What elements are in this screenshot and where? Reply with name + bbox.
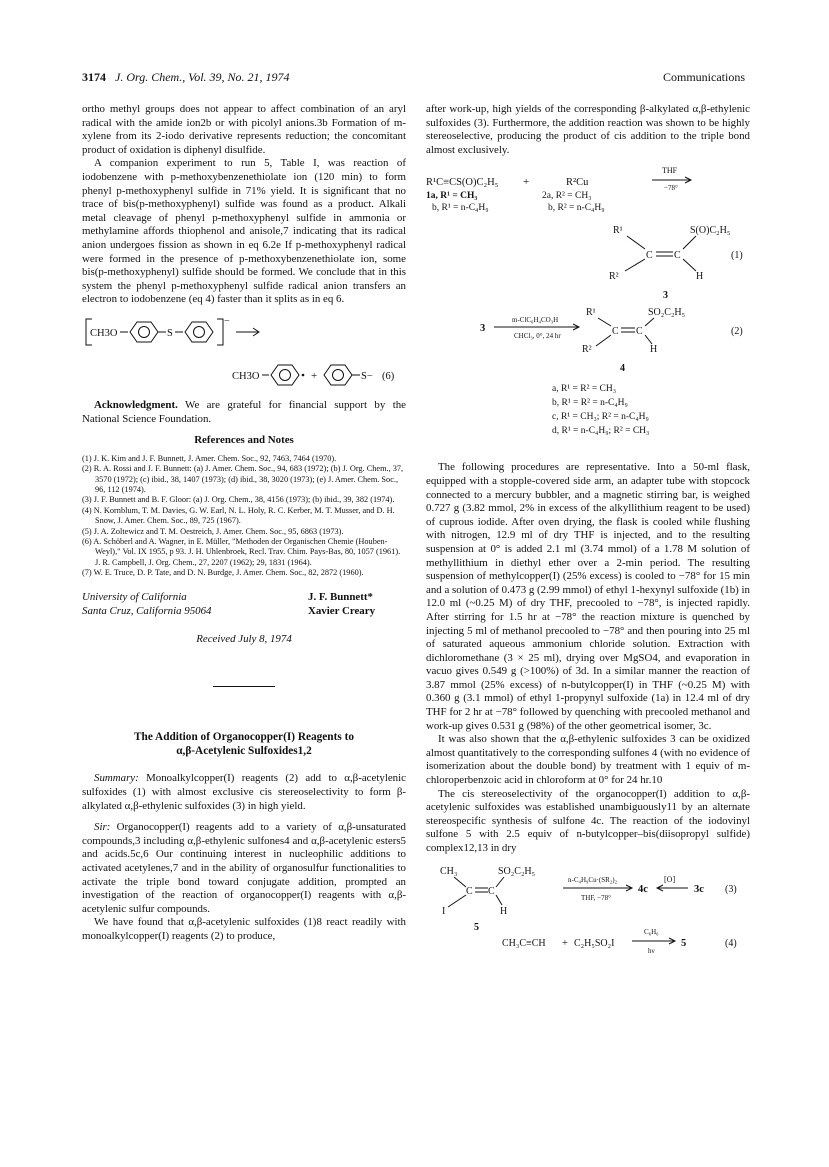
eq2-start: 3 xyxy=(480,323,486,335)
equation-3-4 xyxy=(426,862,750,956)
eq1-temp: −78° xyxy=(664,184,678,193)
summary-text: Monoalkylcopper(I) reagents (2) add to α,β-acetylenic sulfoxides (1) with almost exclusive cis stereoselectivity to form β-alkylated α,β-ethylenic sulfoxides (3) in high yield. xyxy=(82,772,406,812)
paragraph: The cis stereoselectivity of the organocopper(I) addition to α,β-acetylenic sulfoxides was established unambiguously11 by an alternate stereospecific synthesis of sulfone 4c. The reaction of the iodovinyl sulfone 5 with 2.5 equiv of n-butylcopper–bis(diisopropyl sulfide) complex12,13 in dry xyxy=(426,787,750,854)
eq1-r1: R¹ xyxy=(613,225,623,237)
summary xyxy=(82,772,406,813)
acknowledgment xyxy=(82,399,406,426)
equation-number: (1) xyxy=(731,250,743,262)
paragraph: ortho methyl groups does not appear to affect combination of an aryl radical with the amide ion2b or with picolyl anions.3b Formation of m-xylene from its 2-iodo derivative represents reduction; the concomitant product of oxidation is diphenyl disulfide. xyxy=(82,103,406,156)
sir-text: Organocopper(I) reagents add to a variety of α,β-unsaturated compounds,3 including α,β-ethylenic sulfones4 and α,β-acetylenic esters5 and acids.5c,6 Our continuing interest in nucleophilic additions to activated acetylenes,7 and in the ability of organosulfur functionalities to activate the triple bond toward conjugate addition, prompted an investigation of the reaction of organocopper(I) reagents with α,β-acetylenic sulfur compounds. xyxy=(82,821,406,915)
eq4-reactant1: CH₃C≡CH xyxy=(502,937,546,949)
equation-number: (2) xyxy=(731,326,743,338)
reference-item: (2) R. A. Rossi and J. F. Bunnett: (a) J. Amer. Chem. Soc., 94, 683 (1972); (b) J. Org. Chem., 37, 3570 (1972); (c) ibid., 38, 1407 (1973); (d) ibid., 38, 3020 (1973); (e) J. Amer. Chem. Soc., 96, 112 (1974). xyxy=(82,464,404,494)
radical-dot xyxy=(302,374,305,377)
paragraph: We have found that α,β-acetylenic sulfoxides (1)8 react readily with monoalkylcopper(I) reagents (2) to produce, xyxy=(82,916,406,942)
summary-label: Summary: xyxy=(94,772,139,785)
eq4-plus: + xyxy=(562,937,568,949)
received-date: Received July 8, 1974 xyxy=(196,632,292,645)
eq3-h: H xyxy=(500,905,508,917)
carbon-label: C xyxy=(612,326,619,338)
left-column xyxy=(82,103,406,943)
affiliation-line: University of California xyxy=(82,590,187,603)
eq2-h: H xyxy=(650,344,658,356)
compound-label: 4 xyxy=(620,363,625,375)
eq3-conditions: THF, −78° xyxy=(581,893,611,902)
eq4-reactant2: C₂H₅SO₂I xyxy=(574,937,615,949)
carbon-label: C xyxy=(646,250,653,262)
benzene-ring xyxy=(130,322,158,342)
eq1-sub: b, R² = n-C₄H₉ xyxy=(548,203,605,214)
equation-number: (4) xyxy=(725,937,737,949)
author-name: J. F. Bunnett* xyxy=(308,590,373,603)
section-name: Communications xyxy=(663,70,745,84)
benzene-ring xyxy=(271,365,299,385)
equation-1 xyxy=(426,161,750,307)
sir-label: Sir: xyxy=(94,821,111,834)
compound-label: 5 xyxy=(474,921,479,933)
eq6-charge: − xyxy=(224,315,230,327)
eq3-reagent: n-C₄H₉Cu·(SR₂)₂ xyxy=(568,875,618,884)
eq1-reactant1: R¹C≡CS(O)C₂H₅ xyxy=(426,177,499,189)
paragraph: The following procedures are representative. Into a 50-ml flask, equipped with a stopple-covered side arm, an adapter tube with stopcock connected to a mercury bubbler, and a magnetic stirring bar, is weighed 0.727 g (3.82 mmol, 2% in excess of the alkyllithium reagent to be used) of cuprous iodide. After oven drying, the flask is cooled while flushing with nitrogen, 12.9 ml of dry THF is injected, and to the resulting suspension at 0° is added 2.1 ml (3.74 mmol) of a 1.78 M solution of methyllithium in diethyl ether over a 2-min period. The resulting suspension of methylcopper(I) (25% excess) is cooled to −78° for 15 min and a solution of 0.473 g (2.99 mmol) of ethyl 1-hexynyl sulfoxide (1b) in 12.0 ml (~0.25 M) of dry THF, precooled to −78°, is injected rapidly. After stirring for 1.5 hr at −78° the reaction mixture is quenched by injecting 5 ml of methanol precooled to −78° and then pouring into 25 ml of saturated aqueous ammonium chloride solution. Extraction with dichloromethane (3 × 25 ml), drying over MgSO4, and evaporation in vacuo gives 0.549 g (>100%) of 3d. In a similar manner the reaction of 3.87 mmol (25% excess) of n-butylcopper(I) in THF (~0.25 M) with 0.360 g (3.1 mmol) of ethyl 1-propynyl sulfoxide (1a) in 12.4 ml of dry THF for 2 hr at −78° followed by quenching with precooled methanol and work-up gives 0.531 g (98%) of the other geometrical isomer, 3c. xyxy=(426,461,750,732)
eq1-sub: b, R¹ = n-C₄H₉ xyxy=(432,203,489,214)
benzene-ring xyxy=(324,365,352,385)
paragraph: A companion experiment to run 5, Table I, was reaction of iodobenzene with p-methoxybenzenethiolate ion (120 min) to form phenyl p-methoxyphenyl sulfide in 71% yield. It is significant that no trace of bis(p-methoxyphenyl) sulfide was found as a product. Alkali metal cleavage of phenyl p-methoxyphenyl sulfide in ammonia or methylamine affords thiophenol and anisole,7 indicating that its radical anion undergoes fission as shown in eq 6.2e If p-methoxyphenyl radical were formed in the presence of p-methoxybenzenethiolate ion, some bis(p-methoxyphenyl) sulfide should be formed. We conclude that in this system the phenyl p-methoxyphenyl sulfide radical anion transfers an electron to iodobenzene (eq 4) faster than it splits as in eq 6. xyxy=(82,157,406,306)
equation-2 xyxy=(426,307,750,457)
eq2-r1: R¹ xyxy=(586,307,596,319)
divider xyxy=(213,686,275,687)
equation-6 xyxy=(82,315,406,397)
eq4-light: hν xyxy=(648,946,655,955)
eq3-oxidation: [O] xyxy=(664,874,676,884)
eq2-sub: b, R¹ = R² = n-C₄H₉ xyxy=(552,398,628,409)
page-number: 3174 xyxy=(82,70,106,84)
eq4-product: 5 xyxy=(681,937,687,949)
references-list xyxy=(82,454,406,579)
ack-text: We are grateful for financial support by the National Science Foundation. xyxy=(82,398,407,425)
ack-title: Acknowledgment. xyxy=(94,398,178,411)
eq2-sub: d, R¹ = n-C₄H₉; R² = CH₃ xyxy=(552,426,650,437)
eq1-h: H xyxy=(696,271,704,283)
carbon-label: C xyxy=(466,885,473,897)
eq1-sub: 2a, R² = CH₃ xyxy=(542,191,592,202)
paragraph: It was also shown that the α,β-ethylenic sulfoxides 3 can be oxidized almost quantitatively to the corresponding sulfones 4 (with no evidence of isomerization about the double bond) by treatment with 1 equiv of m-chloroperbenzoic acid in chloroform at 0° for 24 hr.10 xyxy=(426,733,750,787)
eq3-from: 3c xyxy=(694,883,704,895)
carbon-label: C xyxy=(674,250,681,262)
equation-number: (3) xyxy=(725,883,737,895)
eq1-sulfinyl: S(O)C₂H₅ xyxy=(690,225,731,237)
eq1-reactant2: R²Cu xyxy=(566,177,589,189)
eq6-sulfur-label: S xyxy=(167,327,173,339)
paragraph: after work-up, high yields of the corresponding β-alkylated α,β-ethylenic sulfoxides (3). Furthermore, the addition reaction was shown to be highly stereoselective, producing the product of cis addition to the triple bond almost exclusively. xyxy=(426,103,750,156)
eq3-sulfonyl: SO₂C₂H₅ xyxy=(498,865,536,877)
reference-item: (7) W. E. Truce, D. P. Tate, and D. N. Burdge, J. Amer. Chem. Soc., 82, 2872 (1960). xyxy=(82,568,364,578)
eq3-product: 4c xyxy=(638,883,648,895)
eq6-product-ch3o: CH3O xyxy=(232,370,260,382)
carbon-label: C xyxy=(488,885,495,897)
eq6-plus: + xyxy=(311,369,318,382)
paragraph xyxy=(82,821,406,916)
author-name: Xavier Creary xyxy=(308,604,376,617)
equation-number: (6) xyxy=(382,370,395,382)
article-title-line: The Addition of Organocopper(I) Reagents to xyxy=(134,731,354,744)
benzene-ring xyxy=(185,322,213,342)
eq1-solvent: THF xyxy=(662,166,678,176)
eq6-thiolate: S− xyxy=(361,370,373,382)
eq3-iodo: I xyxy=(442,905,446,917)
carbon-label: C xyxy=(636,326,643,338)
eq1-sub: 1a, R¹ = CH₃ xyxy=(426,191,478,202)
eq2-sub: a, R¹ = R² = CH₃ xyxy=(552,384,617,395)
right-column xyxy=(426,103,750,956)
eq1-plus: + xyxy=(523,176,530,189)
journal-citation: J. Org. Chem., Vol. 39, No. 21, 1974 xyxy=(115,70,290,84)
eq2-reagent: m-ClC₆H₄CO₃H xyxy=(512,316,559,325)
references-heading: References and Notes xyxy=(194,434,294,447)
eq4-solvent: C₆H₆ xyxy=(644,927,659,936)
compound-label: 3 xyxy=(663,290,668,302)
eq1-r2: R² xyxy=(609,271,619,283)
eq2-sub: c, R¹ = CH₃; R² = n-C₄H₉ xyxy=(552,412,649,423)
eq2-sulfonyl: SO₂C₂H₅ xyxy=(648,307,686,319)
article-title-line: α,β-Acetylenic Sulfoxides1,2 xyxy=(176,744,312,757)
eq2-conditions: CHCl₃, 0°, 24 hr xyxy=(514,332,561,341)
eq2-r2: R² xyxy=(582,344,592,356)
reference-item: (1) J. K. Kim and J. F. Bunnett, J. Amer. Chem. Soc., 92, 7463, 7464 (1970). xyxy=(82,453,337,463)
affiliation-block xyxy=(82,591,406,621)
eq3-ch3: CH₃ xyxy=(440,865,458,877)
article-title xyxy=(82,731,406,758)
reference-item: (3) J. F. Bunnett and B. F. Gloor: (a) J. Org. Chem., 38, 4156 (1973); (b) ibid., 39, 382 (1974). xyxy=(82,495,395,505)
reference-item: (4) N. Kornblum, T. M. Davies, G. W. Earl, N. L. Holy, R. C. Kerber, M. T. Musser, and D. H. Snow, J. Amer. Chem. Soc., 89, 725 (1967). xyxy=(82,505,395,526)
eq6-ch3o-label: CH3O xyxy=(90,327,118,339)
affiliation-line: Santa Cruz, California 95064 xyxy=(82,604,212,617)
reference-item: (5) J. A. Zoltewicz and T. M. Oestreich, J. Amer. Chem. Soc., 95, 6863 (1973). xyxy=(82,526,344,536)
reference-item: (6) A. Schöberl and A. Wagner, in E. Müller, "Methoden der Organischen Chemie (Houben-Weyl)," Vol. IX 1955, p 93. J. H. Uhlenbroek, Recl. Trav. Chim. Pays-Bas, 80, 1057 (1961). J. R. Campbell, J. Org. Chem., 27, 2207 (1962); 29, 1831 (1964). xyxy=(82,536,401,567)
